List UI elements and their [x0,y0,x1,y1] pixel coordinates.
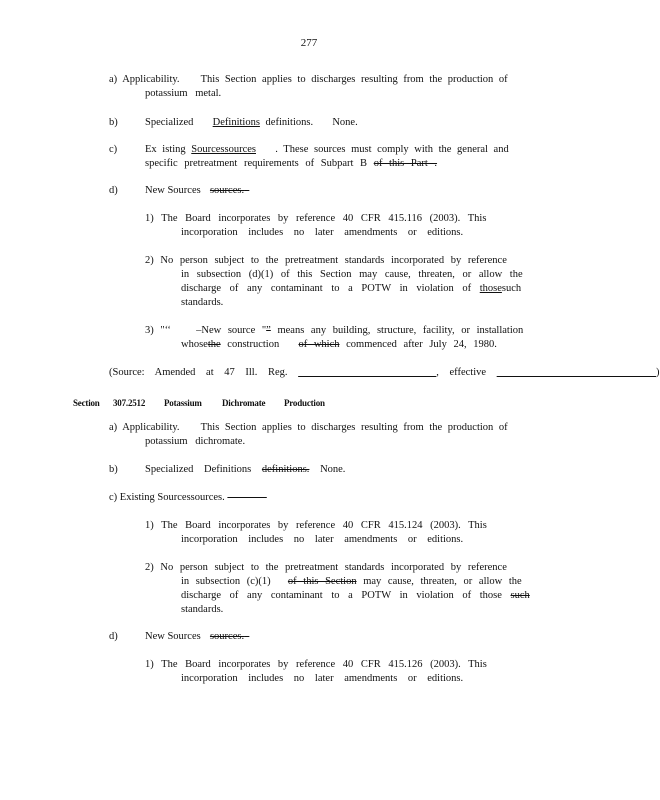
sec1-a-line1 [109,73,508,87]
sec2-a-text: This Section applies to discharges resulting from the production of [200,422,508,433]
sec1-d2-line4: standards. [181,297,224,308]
sec1-c-label: c) [109,144,118,155]
sec2-b-specialized-definitions: Specialized Definitions [145,464,252,475]
sec2-c2-subsection: in subsection (c)(1) [181,576,271,587]
sec1-d3-number: 3) "‘‘ [145,325,171,336]
sec1-c-line1 [145,143,509,157]
sec2-c-existing-sources: c) Existing Sourcessources. [109,492,225,503]
sec2-b-none: None. [320,464,346,475]
sec1-d3-quote: " [261,325,267,336]
sec1-c-line2-deleted: of this Part . [373,158,438,169]
sec2-c2-may-cause: may cause, threaten, or allow the [363,576,522,587]
sec2-d-label: d) [109,631,118,642]
sec1-source-amended: (Source: Amended at 47 Ill. Reg. [109,367,288,378]
sec1-d2-line3 [181,282,521,296]
sec2-c2-line3-text: discharge of any contaminant to a POTW in violation of those [181,590,502,601]
sec1-a-text: This Section applies to discharges resulting from the production of [200,74,508,85]
sec1-d-new-sources: New Sources [145,185,201,196]
sec1-d2-such: such [501,283,522,294]
sec2-b-text [145,463,345,477]
sec1-b-definitions-lower: definitions. [265,117,314,128]
sec1-d3-whose: whose [181,339,208,350]
sec2-c2-line3 [181,589,530,603]
sec1-source-note [109,366,660,380]
sec2-a-line1 [109,421,508,435]
sec1-c-text: . These sources must comply with the general and [275,144,509,155]
sec1-d2-line3-text: discharge of any contaminant to a POTW in violation of [181,283,472,294]
page-number: 277 [300,37,318,49]
sec2-heading-number: 307.2512 [113,398,146,408]
sec2-d-heading [145,630,249,644]
sec2-heading-word1: Potassium [164,398,202,408]
sec2-d1-line1: 1) The Board incorporates by reference 40 CFR 415.126 (2003). This [145,659,487,670]
sec1-d3-of-which-deleted: of which [298,339,340,350]
sec1-c-sources: Sourcessources [191,144,256,155]
sec2-c-heading [109,491,267,505]
sec1-source-effective: , effective [436,367,487,378]
sec1-b-text [145,116,358,130]
sec2-d-deleted: sources. [209,631,245,642]
sec2-b-deleted: definitions. [261,464,310,475]
sec1-d3-commenced: commenced after July 24, 1980. [346,339,497,350]
sec1-d3-line2 [181,338,497,352]
sec1-d-deleted: sources. [209,185,245,196]
sec1-d3-the-deleted: the [207,339,221,350]
sec1-d1-line1: 1) The Board incorporates by reference 40 CFR 415.116 (2003). This [145,213,487,224]
sec2-c2-such-deleted: such [510,590,530,601]
sec1-d3-new-source: –New source [196,325,256,336]
sec1-d3-construction: construction [227,339,280,350]
sec2-heading-label: Section [73,398,100,408]
sec1-b-definitions-inserted: Definitions [212,117,260,128]
sec2-heading-word3: Production [284,398,325,408]
sec1-d3-definition: means any building, structure, facility, or installation [277,325,524,336]
sec1-c-existing: Ex isting [145,144,186,155]
sec1-c-line2-text: specific pretreatment requirements of Subpart B [145,158,368,169]
sec2-c2-line2 [181,575,522,589]
sec2-c2-deleted: of this Section [287,576,357,587]
sec1-a-label: a) Applicability. [109,74,180,85]
sec2-c1-line1: 1) The Board incorporates by reference 40 CFR 415.124 (2003). This [145,520,487,531]
sec2-c2-line4: standards. [181,604,224,615]
sec2-c1-line2: incorporation includes no later amendments or editions. [181,534,464,545]
sec1-d-label: d) [109,185,118,196]
sec1-d3-quote-deleted: ” [266,325,271,336]
sec1-d2-those: those [479,283,502,294]
sec2-a-line2: potassium dichromate. [145,436,246,447]
sec1-c-line2 [145,157,437,171]
sec2-c2-line1: 2) No person subject to the pretreatment standards incorporated by reference [145,562,507,573]
sec2-d1-line2: incorporation includes no later amendments or editions. [181,673,464,684]
sec1-d-heading [145,184,249,198]
sec1-d2-line2: in subsection (d)(1) of this Section may cause, threaten, or allow the [181,269,523,280]
sec2-a-label: a) Applicability. [109,422,180,433]
sec1-source-close: ) [656,367,660,378]
sec1-b-specialized: Specialized [145,117,194,128]
sec1-b-none: None. [332,117,358,128]
sec1-d1-line2: incorporation includes no later amendments or editions. [181,227,464,238]
sec1-b-label: b) [109,117,118,128]
sec1-a-line2: potassium metal. [145,88,222,99]
sec2-b-label: b) [109,464,118,475]
sec2-heading-word2: Dichromate [222,398,266,408]
sec1-d2-line1: 2) No person subject to the pretreatment standards incorporated by reference [145,255,507,266]
sec2-d-new-sources: New Sources [145,631,201,642]
sec1-d3-line1 [145,324,523,338]
